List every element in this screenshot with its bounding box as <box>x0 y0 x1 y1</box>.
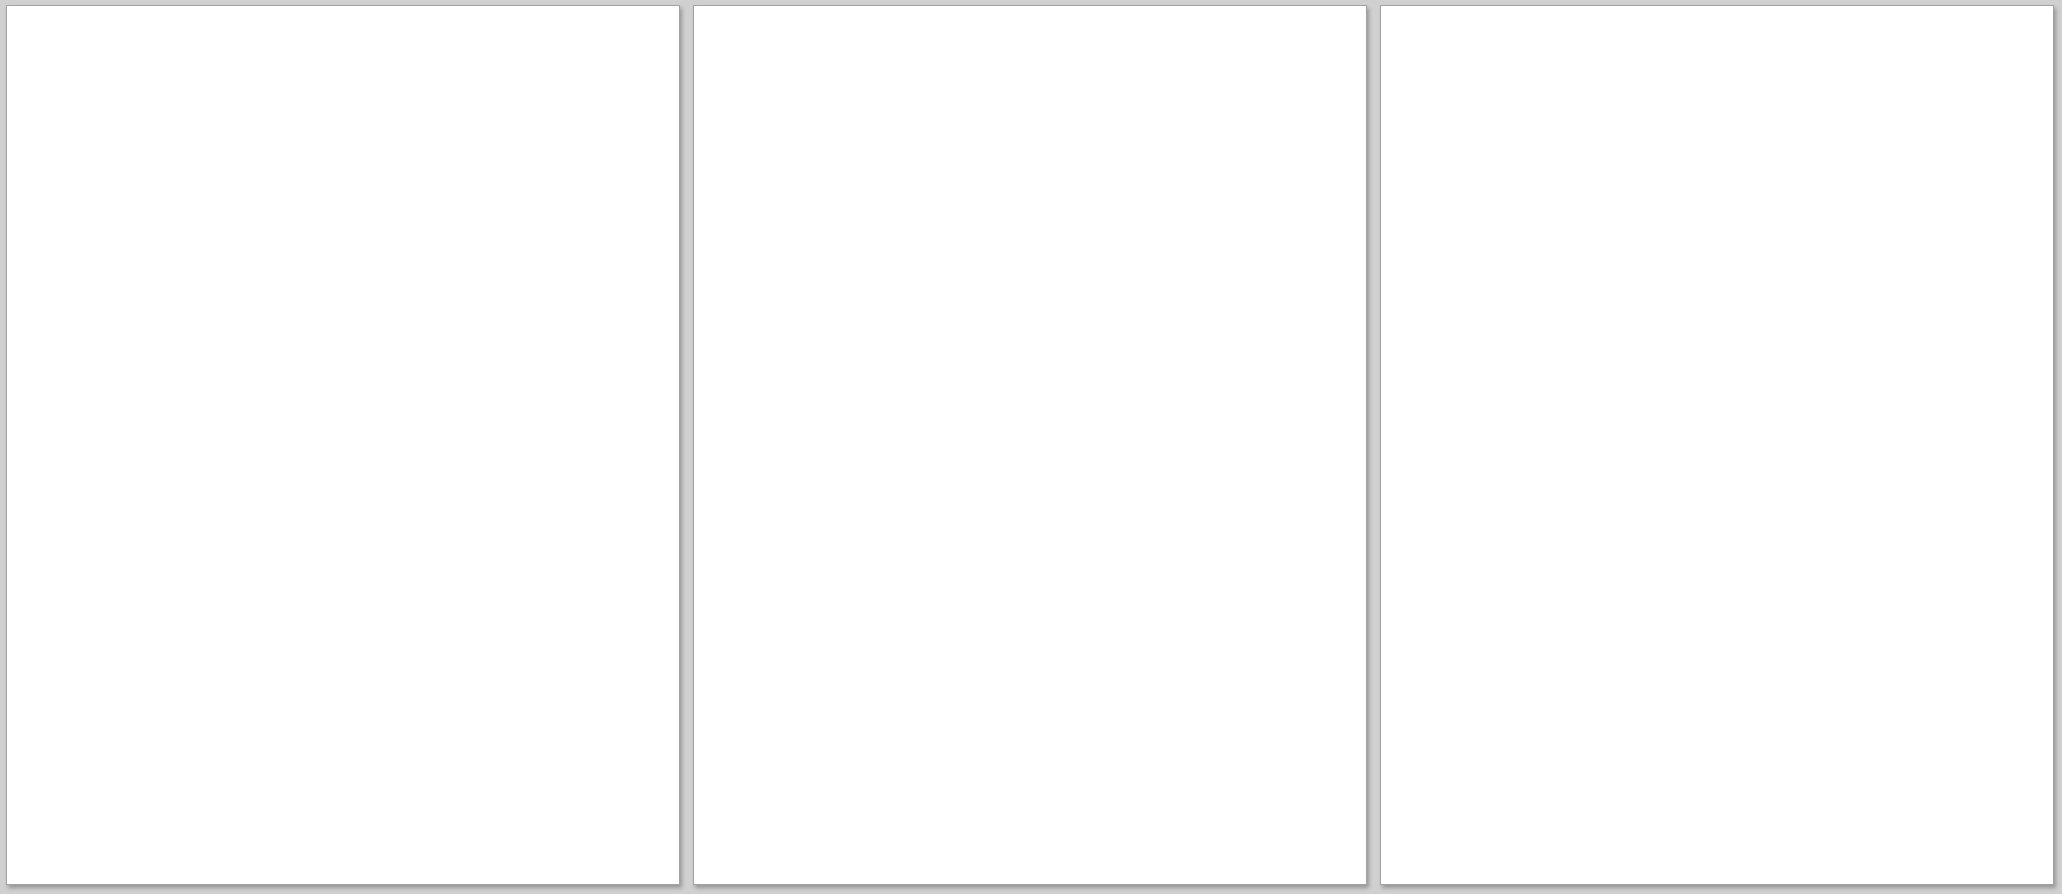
page-2 <box>693 5 1367 885</box>
page-1 <box>6 5 680 885</box>
page-3-content <box>1381 6 2053 56</box>
page-3 <box>1380 5 2054 885</box>
page-2-content <box>694 6 1366 56</box>
page-1-content <box>7 6 679 78</box>
